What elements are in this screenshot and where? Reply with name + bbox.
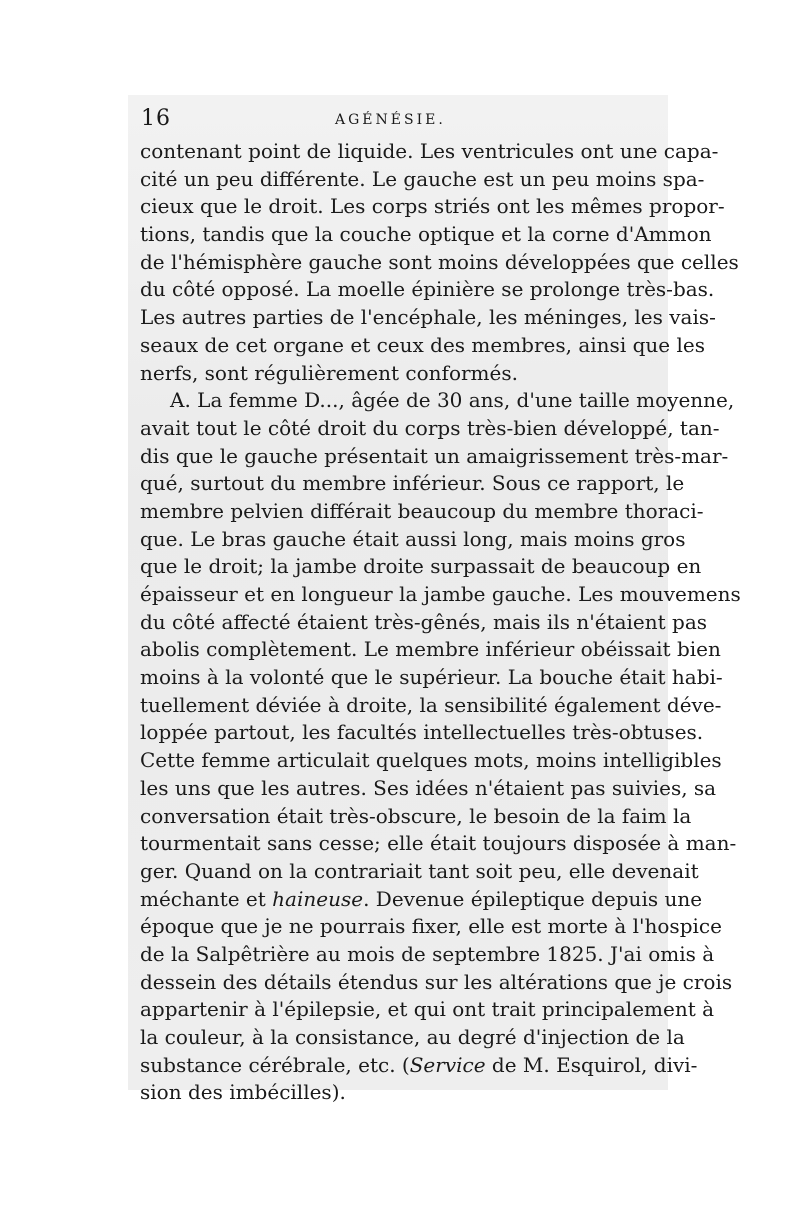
text-line: cité un peu différente. Le gauche est un peu moins spa- bbox=[140, 166, 705, 191]
text-line: membre pelvien différait beaucoup du membre thoraci- bbox=[140, 498, 704, 523]
text-line: abolis complètement. Le membre inférieur obéissait bien bbox=[140, 637, 721, 662]
body-text bbox=[140, 138, 741, 1107]
text-line: Cette femme articulait quelques mots, moins intelligibles bbox=[140, 748, 722, 773]
text-line: avait tout le côté droit du corps très-bien développé, tan- bbox=[140, 415, 720, 440]
text-line-with-italic: méchante et haineuse. Devenue épileptique depuis une bbox=[140, 886, 703, 911]
text-line: seaux de cet organe et ceux des membres, ainsi que les bbox=[140, 332, 705, 357]
text-line: nerfs, sont régulièrement conformés. bbox=[140, 360, 518, 385]
paragraph-start-line: A. La femme D..., âgée de 30 ans, d'une taille moyenne, bbox=[170, 388, 735, 413]
text-line: dessein des détails étendus sur les altérations que je crois bbox=[140, 969, 733, 994]
text-line: que le droit; la jambe droite surpassait de beaucoup en bbox=[140, 554, 702, 579]
text-line: cieux que le droit. Les corps striés ont les mêmes propor- bbox=[140, 194, 725, 219]
text-line: de l'hémisphère gauche sont moins développées que celles bbox=[140, 249, 739, 274]
text-line: conversation était très-obscure, le besoin de la faim la bbox=[140, 803, 692, 828]
text-line: tuellement déviée à droite, la sensibilité également déve- bbox=[140, 692, 722, 717]
text-line: la couleur, à la consistance, au degré d'injection de la bbox=[140, 1025, 685, 1049]
page-number: 16 bbox=[141, 106, 171, 131]
running-head: AGÉNÉSIE. bbox=[335, 112, 446, 128]
text-line: ger. Quand on la contrariait tant soit peu, elle devenait bbox=[140, 858, 699, 883]
text-line: loppée partout, les facultés intellectuelles très-obtuses. bbox=[140, 720, 704, 745]
text-line: du côté affecté étaient très-gênés, mais ils n'étaient pas bbox=[140, 609, 708, 634]
text-line: tourmentait sans cesse; elle était toujours disposée à man- bbox=[140, 831, 737, 856]
text-line: les uns que les autres. Ses idées n'étaient pas suivies, sa bbox=[140, 775, 717, 800]
text-line: épaisseur et en longueur la jambe gauche. Les mouvemens bbox=[140, 582, 741, 606]
text-line: sion des imbécilles). bbox=[140, 1080, 346, 1105]
text-line: dis que le gauche présentait un amaigrissement très-mar- bbox=[140, 443, 729, 468]
text-line: Les autres parties de l'encéphale, les méninges, les vais- bbox=[140, 305, 716, 330]
text-line: tions, tandis que la couche optique et la corne d'Ammon bbox=[140, 222, 712, 247]
text-line: du côté opposé. La moelle épinière se prolonge très-bas. bbox=[140, 277, 715, 302]
text-line-with-italic: substance cérébrale, etc. (Service de M. Esquirol, divi- bbox=[140, 1052, 698, 1077]
text-line: de la Salpêtrière au mois de septembre 1825. J'ai omis à bbox=[140, 941, 715, 966]
text-line: appartenir à l'épilepsie, et qui ont trait principalement à bbox=[140, 997, 715, 1022]
text-line: contenant point de liquide. Les ventricules ont une capa- bbox=[140, 139, 719, 163]
text-line: moins à la volonté que le supérieur. La bouche était habi- bbox=[140, 665, 723, 690]
text-line: que. Le bras gauche était aussi long, mais moins gros bbox=[140, 526, 686, 551]
text-line: époque que je ne pourrais fixer, elle est morte à l'hospice bbox=[140, 914, 722, 939]
page-header bbox=[135, 104, 660, 134]
text-line: qué, surtout du membre inférieur. Sous ce rapport, le bbox=[140, 471, 685, 496]
